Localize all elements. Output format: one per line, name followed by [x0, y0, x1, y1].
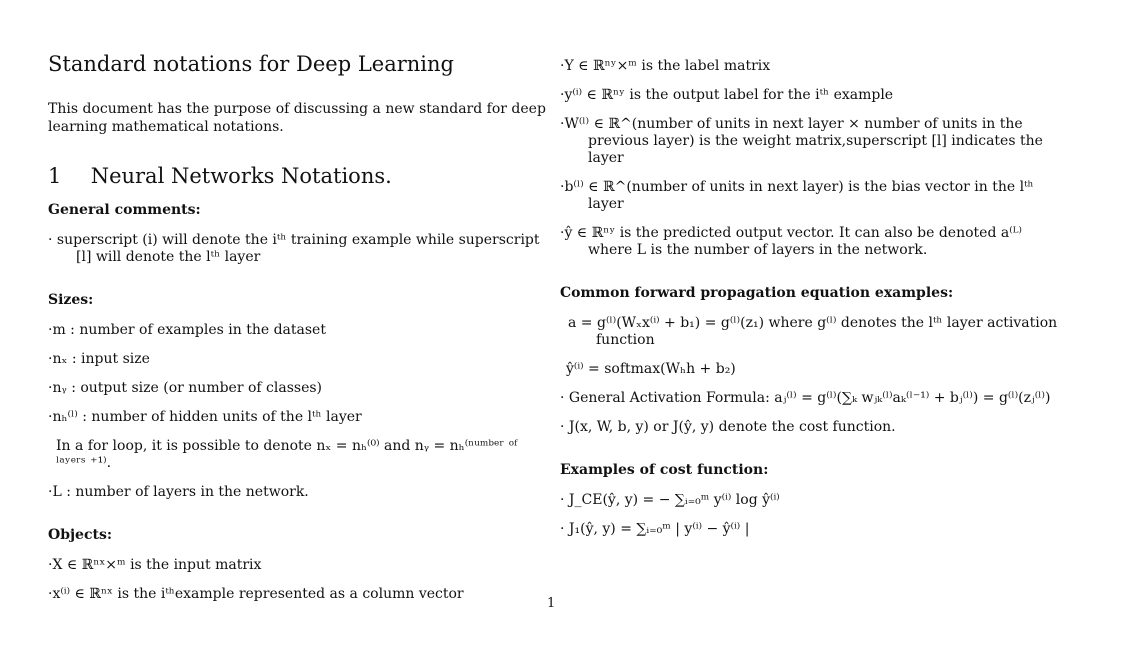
objects-heading: Objects: [48, 527, 112, 543]
size-item-forloop: In a for loop, it is possible to denote nₓ = nₕ⁽⁰⁾ and nᵧ = nₕ⁽ⁿᵘᵐᵇᵉʳ ᵒᶠ ˡᵃʸᵉʳˢ ⁺¹⁾. [56, 438, 518, 471]
general-comments-heading: General comments: [48, 202, 201, 218]
cost-eq-ce: · J_CE(ŷ, y) = − ∑ᵢ₌₀ᵐ y⁽ⁱ⁾ log ŷ⁽ⁱ⁾ [560, 492, 780, 508]
cost-eq-l1: · J₁(ŷ, y) = ∑ᵢ₌₀ᵐ | y⁽ⁱ⁾ − ŷ⁽ⁱ⁾ | [560, 521, 750, 537]
cost-function-heading: Examples of cost function: [560, 462, 769, 478]
section-title: Neural Networks Notations. [90, 164, 392, 188]
object-item-yhat: ·ŷ ∈ ℝⁿʸ is the predicted output vector. It can also be denoted a⁽ᴸ⁾ where L is the number of layers in the network. [560, 225, 1022, 258]
size-item-nh: ·nₕ⁽ˡ⁾ : number of hidden units of the lᵗʰ layer [48, 409, 362, 425]
size-item-L: ·L : number of layers in the network. [48, 484, 309, 500]
object-item-b: ·b⁽ˡ⁾ ∈ ℝ^(number of units in next layer) is the bias vector in the lᵗʰ layer [560, 179, 1034, 212]
section-number: 1 [48, 164, 62, 188]
object-item-X: ·X ∈ ℝⁿˣ×ᵐ is the input matrix [48, 557, 262, 573]
forward-eq-3: · General Activation Formula: aⱼ⁽ˡ⁾ = g⁽ˡ⁾(∑ₖ wⱼₖ⁽ˡ⁾aₖ⁽ˡ⁻¹⁾ + bⱼ⁽ˡ⁾) = g⁽ˡ⁾(zⱼ⁽ˡ⁾) [560, 390, 1051, 406]
right-column [560, 58, 1058, 550]
object-item-y: ·y⁽ⁱ⁾ ∈ ℝⁿʸ is the output label for the iᵗʰ example [560, 87, 894, 103]
forward-eq-1: a = g⁽ˡ⁾(Wₓx⁽ⁱ⁾ + b₁) = g⁽ˡ⁾(z₁) where g⁽ˡ⁾ denotes the lᵗʰ layer activation function [568, 315, 1058, 348]
forward-eq-4: · J(x, W, b, y) or J(ŷ, y) denote the cost function. [560, 419, 896, 435]
object-item-Y: ·Y ∈ ℝⁿʸ×ᵐ is the label matrix [560, 58, 771, 74]
general-comments-text: · superscript (i) will denote the iᵗʰ training example while superscript [l] will denote the lᵗʰ layer [48, 232, 540, 265]
forward-prop-heading: Common forward propagation equation examples: [560, 285, 954, 301]
page-number: 1 [547, 596, 556, 611]
size-item-nx: ·nₓ : input size [48, 351, 150, 367]
size-item-m: ·m : number of examples in the dataset [48, 322, 326, 338]
section-heading [48, 164, 546, 188]
left-column [48, 52, 546, 615]
forward-eq-2: ŷ⁽ⁱ⁾ = softmax(Wₕh + b₂) [566, 361, 736, 377]
intro-paragraph: This document has the purpose of discussing a new standard for deep learning mathematical notations. [48, 101, 546, 135]
size-item-ny: ·nᵧ : output size (or number of classes) [48, 380, 323, 396]
object-item-x: ·x⁽ⁱ⁾ ∈ ℝⁿˣ is the iᵗʰexample represented as a column vector [48, 586, 464, 602]
document-title: Standard notations for Deep Learning [48, 52, 454, 76]
object-item-W: ·W⁽ˡ⁾ ∈ ℝ^(number of units in next layer × number of units in the previous layer) is the weight matrix,superscript [l] indicates the layer [560, 116, 1043, 166]
sizes-heading: Sizes: [48, 292, 94, 308]
